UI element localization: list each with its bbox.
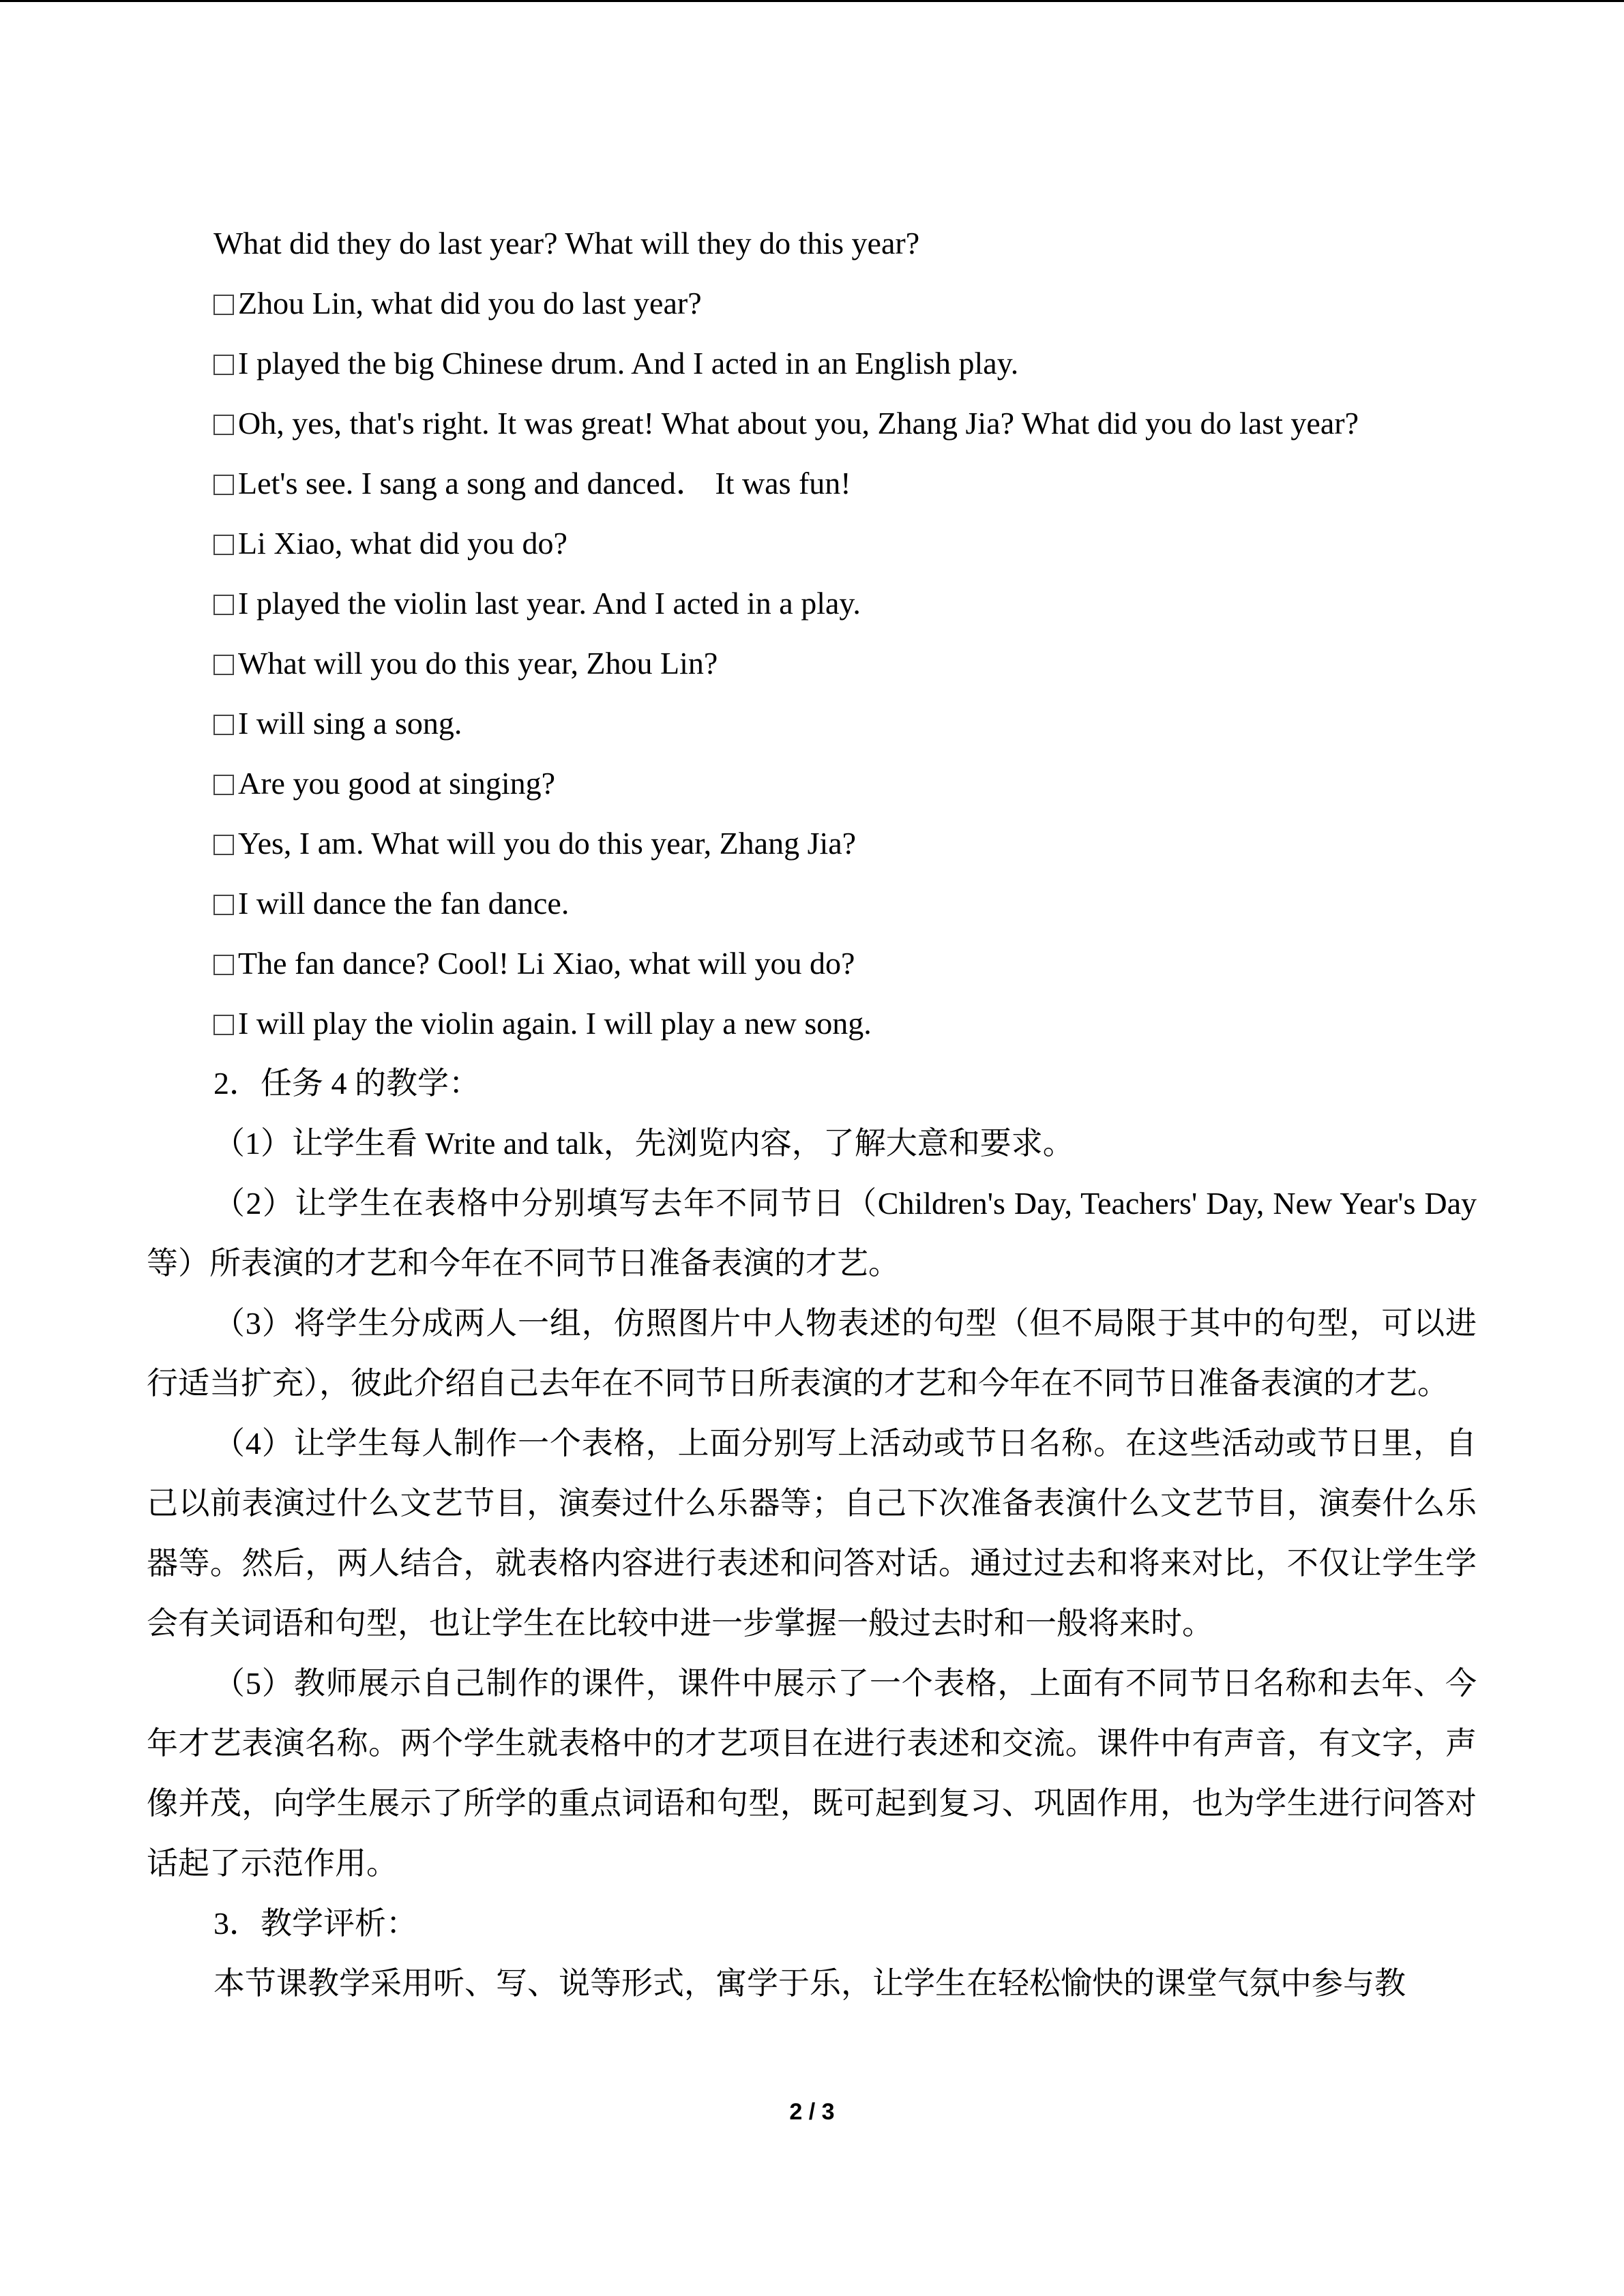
dialogue-line: I played the big Chinese drum. And I acted in an English play. [147,333,1477,393]
dialogue-line: Are you good at singing? [147,754,1477,814]
dialogue-line: I played the violin last year. And I acted in a play. [147,573,1477,633]
checkbox-icon [213,895,234,915]
top-border-line [0,0,1624,2]
page-content [147,213,1477,2014]
checkbox-icon [213,355,234,375]
checkbox-icon [213,835,234,855]
task4-step-4: （4）让学生每人制作一个表格，上面分别写上活动或节日名称。在这些活动或节日里，自己以前表演过什么文艺节目，演奏过什么乐器等；自己下次准备表演什么文艺节目，演奏什么乐器等。然后，两人结合，就表格内容进行表述和问答对话。通过过去和将来对比，不仅让学生学会有关词语和句型，也让学生在比较中进一步掌握一般过去时和一般将来时。 [147,1426,1477,1641]
checkbox-icon [213,415,234,435]
dialogue-line: I will play the violin again. I will play a new song. [147,994,1477,1054]
page-number: 2 / 3 [789,2099,835,2125]
checkbox-icon [213,955,234,975]
checkbox-icon [213,595,234,615]
checkbox-icon [213,295,234,315]
dialogue-question: What did they do last year? What will they do this year? [213,226,920,260]
checkbox-icon [213,1015,234,1035]
dialogue-line: Zhou Lin, what did you do last year? [147,273,1477,333]
task4-step-2: （2）让学生在表格中分别填写去年不同节日（Children's Day, Teachers' Day, New Year's Day 等）所表演的才艺和今年在不同节日准备表演的才艺。 [147,1186,1477,1281]
dialogue-line: I will sing a song. [147,694,1477,754]
dialogue-line: The fan dance? Cool! Li Xiao, what will you do? [147,934,1477,994]
checkbox-icon [213,715,234,735]
analysis-text: 本节课教学采用听、写、说等形式，寓学于乐，让学生在轻松愉快的课堂气氛中参与教 [213,1966,1406,2001]
task4-step-3: （3）将学生分成两人一组，仿照图片中人物表述的句型（但不局限于其中的句型，可以进行适当扩充），彼此介绍自己去年在不同节日所表演的才艺和今年在不同节日准备表演的才艺。 [147,1306,1477,1401]
checkbox-icon [213,775,234,795]
dialogue-line: Oh, yes, that's right. It was great! What about you, Zhang Jia? What did you do last year? [147,393,1477,453]
dialogue-line: Li Xiao, what did you do? [147,513,1477,573]
checkbox-icon [213,655,234,675]
analysis-heading: 3．教学评析： [213,1906,417,1941]
dialogue-line: What will you do this year, Zhou Lin? [147,633,1477,694]
dialogue-line: Let's see. I sang a song and danced． It was fun! [147,453,1477,513]
task4-heading: 2．任务 4 的教学： [213,1066,480,1101]
dialogue-line: I will dance the fan dance. [147,874,1477,934]
checkbox-icon [213,535,234,555]
task4-step-5: （5）教师展示自己制作的课件，课件中展示了一个表格，上面有不同节日名称和去年、今年才艺表演名称。两个学生就表格中的才艺项目在进行表述和交流。课件中有声音，有文字，声像并茂，向学生展示了所学的重点词语和句型，既可起到复习、巩固作用，也为学生进行问答对话起了示范作用。 [147,1666,1477,1881]
task4-step-1: （1）让学生看 Write and talk，先浏览内容，了解大意和要求。 [213,1126,1074,1161]
dialogue-line: Yes, I am. What will you do this year, Zhang Jia? [147,814,1477,874]
checkbox-icon [213,475,234,495]
